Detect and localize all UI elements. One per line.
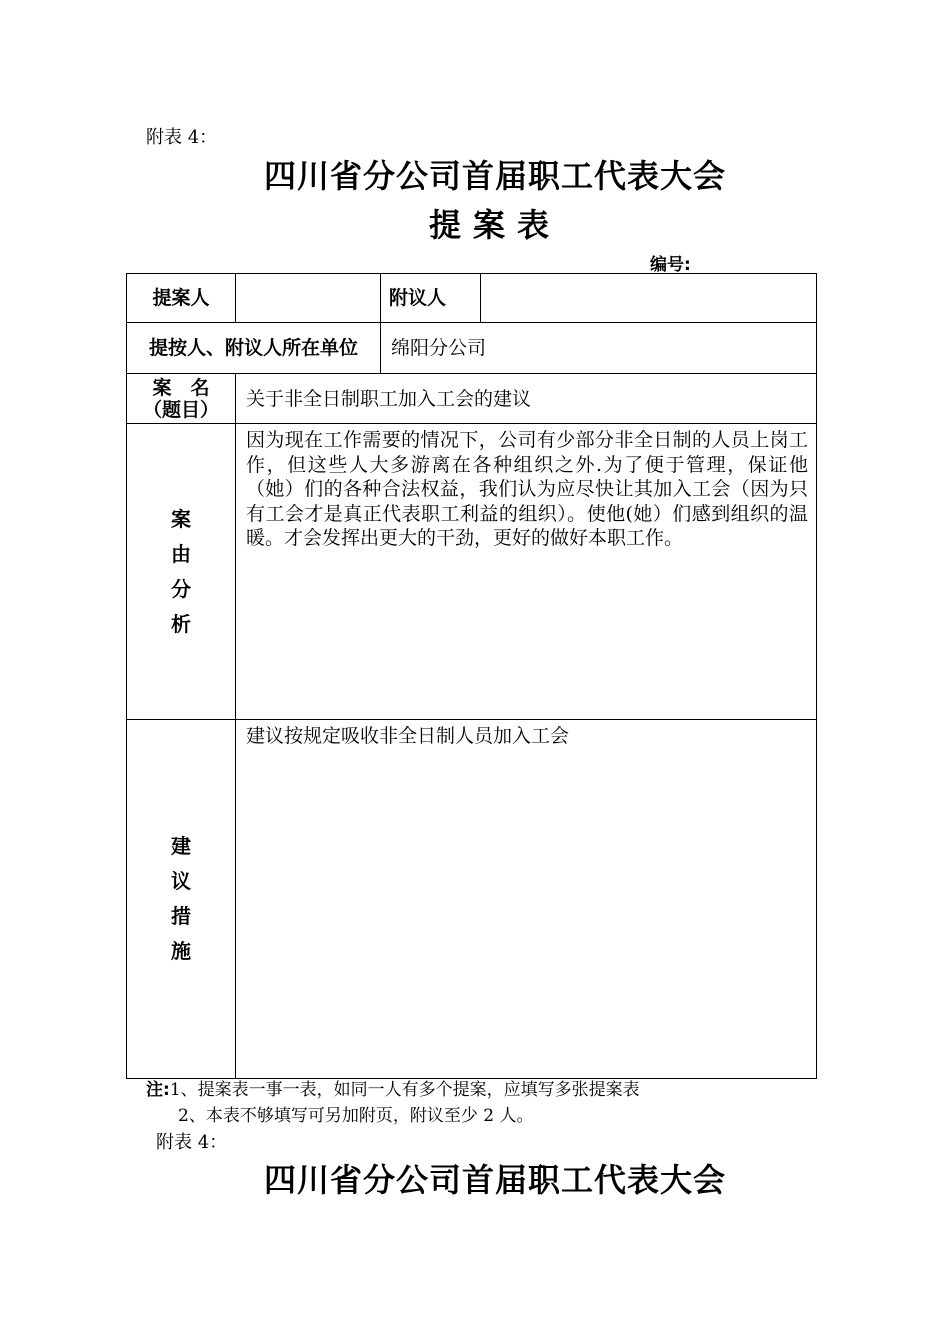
proposer-field[interactable] — [236, 274, 381, 323]
case-name-label-line2: （题目） — [142, 398, 219, 421]
case-name-label-line1: 案 名 — [152, 376, 210, 399]
measure-label-char: 建 — [171, 834, 191, 858]
page-title-page2: 四川省分公司首届职工代表大会 — [263, 1161, 726, 1199]
unit-label: 提按人、附议人所在单位 — [127, 323, 381, 374]
reason-label-char: 由 — [171, 541, 191, 566]
page-title: 四川省分公司首届职工代表大会 — [263, 157, 726, 195]
seconder-label: 附议人 — [381, 274, 481, 323]
measure-label-char: 措 — [171, 904, 191, 928]
case-name-row — [127, 374, 817, 424]
seconder-field[interactable] — [481, 274, 817, 323]
appendix-label-page2: 附表 4： — [156, 1132, 228, 1153]
proposer-label: 提案人 — [127, 274, 236, 323]
measure-field[interactable]: 建议按规定吸收非全日制人员加入工会 — [236, 720, 817, 1079]
unit-field[interactable]: 绵阳分公司 — [381, 323, 817, 374]
note-line-1 — [146, 1080, 640, 1100]
case-name-label — [127, 374, 236, 424]
note-line-2: 2、本表不够填写可另加附页，附议至少 2 人。 — [178, 1106, 534, 1126]
unit-row — [127, 323, 817, 374]
proposal-form-table — [126, 273, 817, 1079]
reason-label — [127, 424, 236, 720]
measure-row — [127, 720, 817, 1079]
proposer-row — [127, 274, 817, 323]
reason-analysis-field[interactable]: 因为现在工作需要的情况下，公司有少部分非全日制的人员上岗工作，但这些人大多游离在各种组织之外.为了便于管理，保证他（她）们的各种合法权益，我们认为应尽快让其加入工会（因为只有工会才是真正代表职工利益的组织）。使他(她）们感到组织的温暖。才会发挥出更大的干劲，更好的做好本职工作。 — [236, 424, 817, 720]
case-name-field[interactable]: 关于非全日制职工加入工会的建议 — [236, 374, 817, 424]
form-subtitle: 提案表 — [428, 206, 561, 244]
note-text-1: 1、提案表一事一表，如同一人有多个提案，应填写多张提案表 — [169, 1080, 640, 1100]
note-prefix: 注: — [146, 1080, 170, 1100]
reason-label-char: 析 — [171, 611, 191, 636]
reason-label-char: 分 — [171, 576, 191, 601]
measure-label — [127, 720, 236, 1079]
appendix-label: 附表 4： — [146, 127, 218, 148]
measure-label-char: 议 — [171, 869, 191, 893]
reason-row — [127, 424, 817, 720]
measure-label-char: 施 — [171, 939, 191, 963]
reason-label-char: 案 — [171, 506, 191, 531]
serial-number-label: 编号: — [650, 255, 691, 275]
